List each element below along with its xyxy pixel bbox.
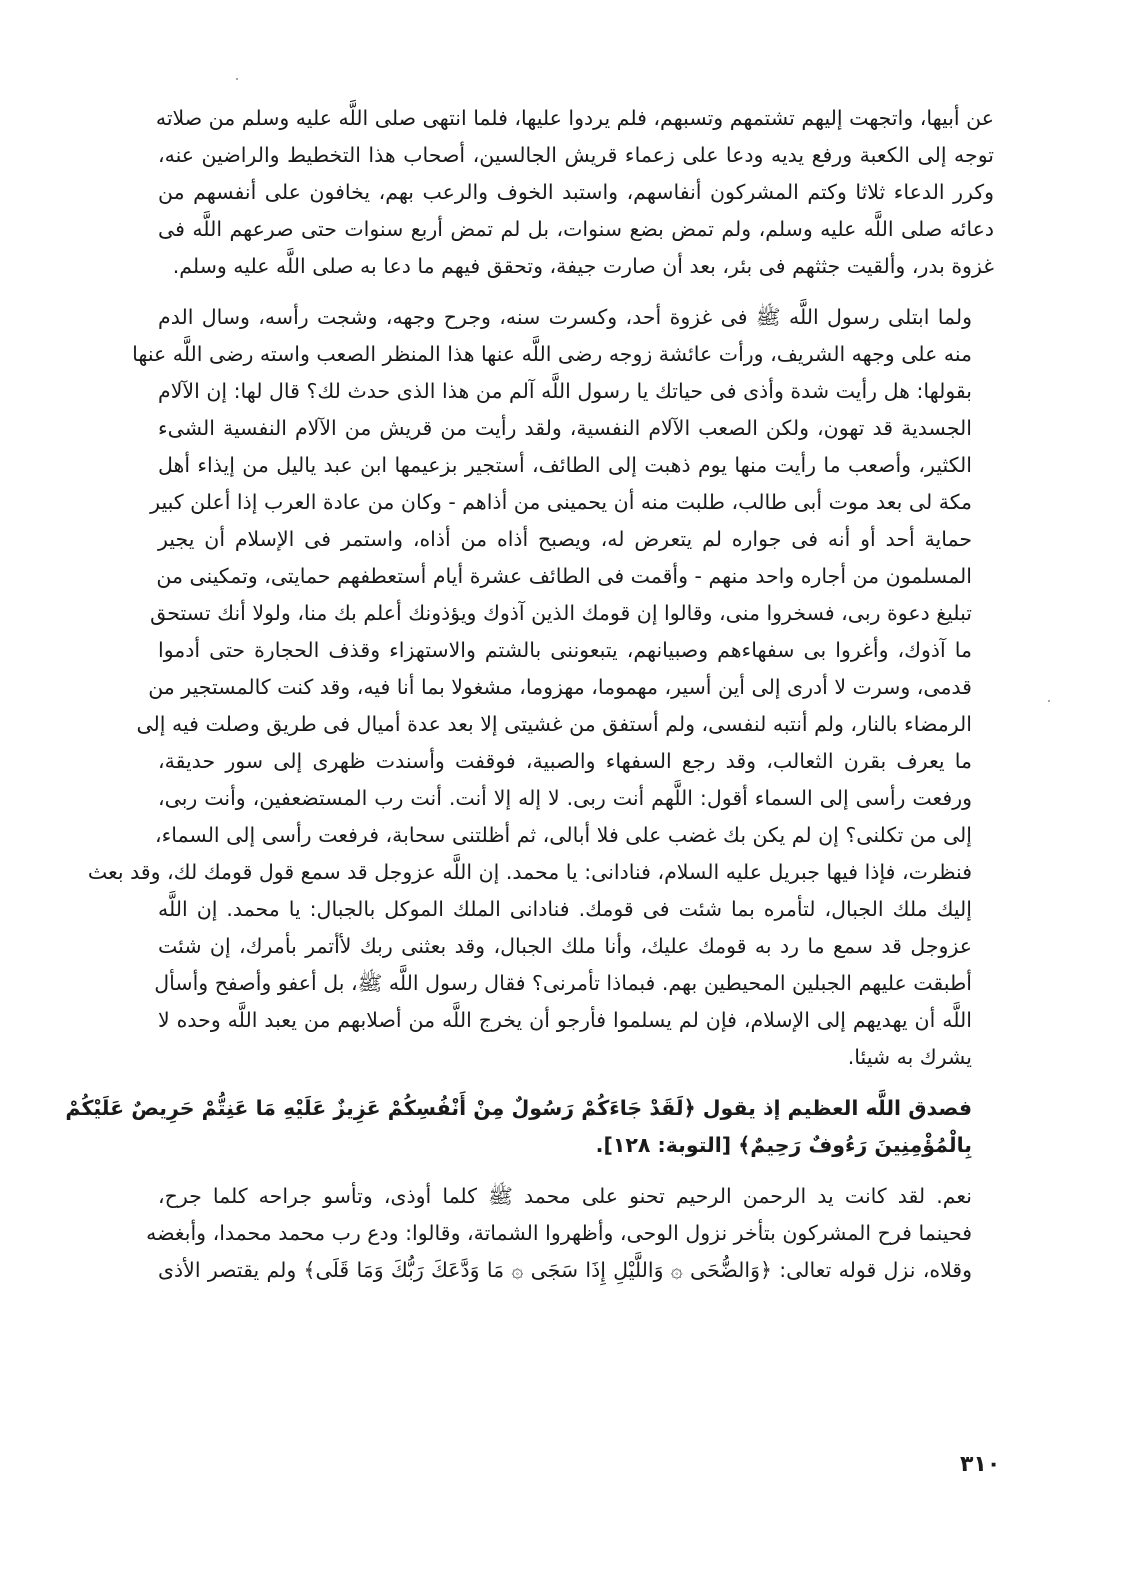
text-line: بِالْمُؤْمِنِينَ رَءُوفٌ رَحِيمٌ﴾ [التوبة: ١٢٨].	[595, 1133, 972, 1157]
text-line: غزوة بدر، وألقيت جثثهم فى بئر، بعد أن صارت جيفة، وتحقق فيهم ما دعا به صلى اللَّه عليه وسلم.	[172, 254, 994, 278]
text-line: منه على وجهه الشريف، ورأت عائشة زوجه رضى اللَّه عنها هذا المنظر الصعب واسته رضى اللَّه عنها	[132, 342, 972, 366]
text-line: وقلاه، نزل قوله تعالى: ﴿وَالضُّحَى ۞ وَاللَّيْلِ إِذَا سَجَى ۞ مَا وَدَّعَكَ رَبُّكَ وَمَا قَلَى﴾ ولم يقتصر الأذى	[158, 1258, 972, 1282]
text-line: إلى من تكلنى؟ إن لم يكن بك غضب على فلا أبالى، ثم أظلتنى سحابة، فرفعت رأسى إلى السماء،	[155, 823, 972, 847]
text-line: إليك ملك الجبال، لتأمره بما شئت فى قومك. فنادانى الملك الموكل بالجبال: يا محمد. إن اللَّه	[158, 897, 972, 921]
text-line: أطبقت عليهم الجبلين المحيطين بهم. فبماذا تأمرنى؟ فقال رسول اللَّه ﷺ، بل أعفو وأصفح وأسأل	[154, 971, 972, 995]
text-line: مكة لى بعد موت أبى طالب، طلبت منه أن يحمينى من أذاهم - وكان من عادة العرب إذا أعلن كبير	[150, 490, 972, 514]
text-line: الكثير، وأصعب ما رأيت منها يوم ذهبت إلى الطائف، أستجير بزعيمها ابن عبد ياليل من إيذاء أهل	[158, 453, 972, 477]
text-line: فنظرت، فإذا فيها جبريل عليه السلام، فنادانى: يا محمد. إن اللَّه عزوجل قد سمع قول قومك لك، وقد بعث	[87, 860, 972, 884]
text-line: ورفعت رأسى إلى السماء أقول: اللَّهم أنت ربى. لا إله إلا أنت. أنت رب المستضعفين، وأنت ربى،	[158, 786, 972, 810]
paragraph-4	[146, 1178, 994, 1289]
text-line: المسلمون من أجاره واحد منهم - وأقمت فى الطائف عشرة أيام أستعطفهم حمايتى، وتمكينى من	[156, 564, 972, 588]
paragraph-quran-verse	[65, 1090, 994, 1164]
book-page-body	[65, 100, 994, 1303]
text-line: نعم. لقد كانت يد الرحمن الرحيم تحنو على محمد ﷺ كلما أوذى، وتأسو جراحه كلما جرح،	[158, 1184, 972, 1208]
paragraph-1	[155, 100, 994, 285]
text-line: اللَّه أن يهديهم إلى الإسلام، فإن لم يسلموا فأرجو أن يخرج اللَّه من أصلابهم من يعبد اللَّه وحده لا	[158, 1008, 972, 1032]
scan-speck	[236, 78, 238, 80]
text-line: فصدق اللَّه العظيم إذ يقول ﴿لَقَدْ جَاءَكُمْ رَسُولٌ مِنْ أَنْفُسِكُمْ عَزِيزٌ عَلَيْهِ مَا عَنِتُّمْ حَرِيصٌ عَلَيْكُمْ	[65, 1096, 972, 1120]
text-line: توجه إلى الكعبة ورفع يديه ودعا على زعماء قريش الجالسين، أصحاب هذا التخطيط والراضين عنه،	[158, 143, 994, 167]
text-line: ما يعرف بقرن الثعالب، وقد رجع السفهاء والصبية، فوقفت وأسندت ظهرى إلى سور حديقة،	[158, 749, 972, 773]
text-line: يشرك به شيئا.	[847, 1045, 972, 1069]
scan-speck	[1048, 700, 1050, 702]
text-line: قدمى، وسرت لا أدرى إلى أين أسير، مهموما، مهزوما، مشغولا بما أنا فيه، وقد كنت كالمستجير من	[148, 675, 972, 699]
page-number: ٣١٠	[960, 1452, 1001, 1477]
text-line: بقولها: هل رأيت شدة وأذى فى حياتك يا رسول اللَّه آلم من هذا الذى حدث لك؟ قال لها: إن الآلام	[158, 379, 972, 403]
text-line: ما آذوك، وأغروا بى سفهاءهم وصبيانهم، يتبعوننى بالشتم والاستهزاء وقذف الحجارة حتى أدموا	[158, 638, 972, 662]
text-line: الرمضاء بالنار، ولم أنتبه لنفسى، ولم أستفق من غشيتى إلا بعد عدة أميال فى طريق وصلت فيه إلى	[136, 712, 972, 736]
text-line: الجسدية قد تهون، ولكن الصعب الآلام النفسية، ولقد رأيت من قريش من الآلام النفسية الشىء	[158, 416, 972, 440]
text-line: عزوجل قد سمع ما رد به قومك عليك، وأنا ملك الجبال، وقد بعثنى ربك لأأتمر بأمرك، إن شئت	[158, 934, 972, 958]
text-line: عن أبيها، واتجهت إليهم تشتمهم وتسبهم، فلم يردوا عليها، فلما انتهى صلى اللَّه عليه وسلم من صلاته	[155, 106, 994, 130]
text-line: دعائه صلى اللَّه عليه وسلم، ولم تمض بضع سنوات، بل لم تمض أربع سنوات حتى صرعهم اللَّه فى	[158, 217, 994, 241]
text-line: وكرر الدعاء ثلاثا وكتم المشركون أنفاسهم، واستبد الخوف والرعب بهم، يخافون على أنفسهم من	[158, 180, 994, 204]
text-line: حماية أحد أو أنه فى جواره لم يتعرض له، ويصبح أذاه من أذاه، واستمر فى الإسلام أن يجير	[158, 527, 972, 551]
paragraph-2	[87, 299, 994, 1076]
text-line: فحينما فرح المشركون بتأخر نزول الوحى، وأظهروا الشماتة، وقالوا: ودع رب محمد محمدا، وأبغضه	[146, 1221, 972, 1245]
text-line: ولما ابتلى رسول اللَّه ﷺ فى غزوة أحد، وكسرت سنه، وجرح وجهه، وشجت رأسه، وسال الدم	[158, 305, 972, 329]
text-line: تبليغ دعوة ربى، فسخروا منى، وقالوا إن قومك الذين آذوك ويؤذونك أعلم بك منا، ولولا أنك تستحق	[150, 601, 972, 625]
